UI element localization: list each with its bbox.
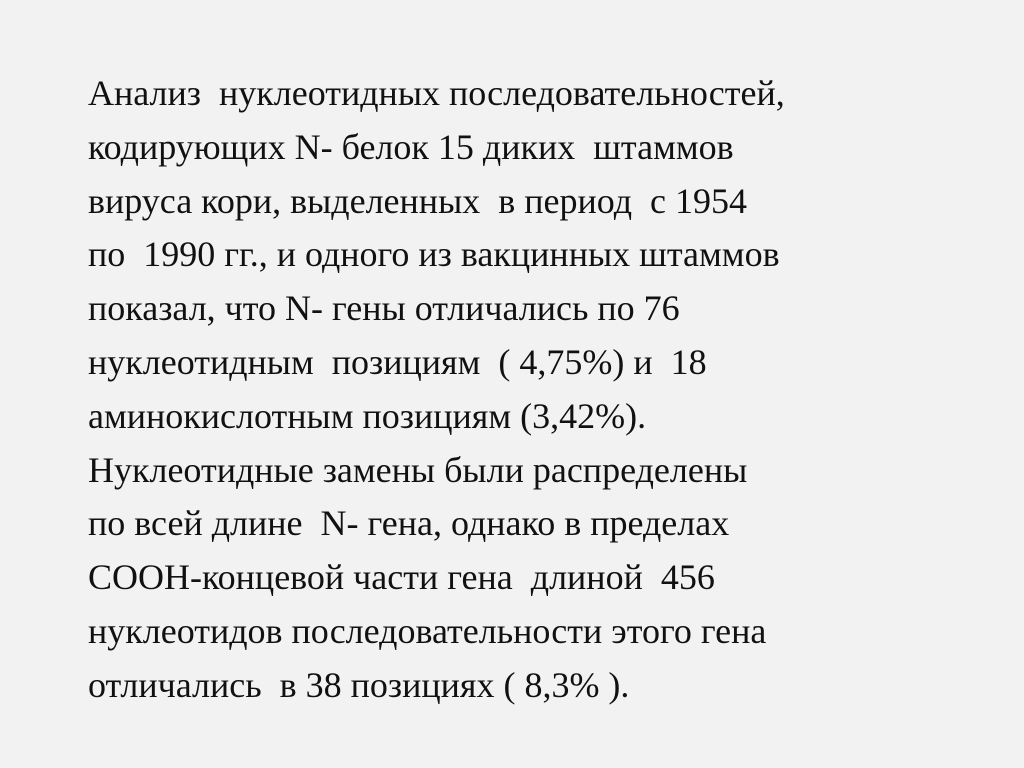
text-line-7: аминокислотным позициям (3,42%). <box>88 395 647 436</box>
text-line-8: Нуклеотидные замены были распределены <box>88 449 748 490</box>
text-line-10: COOH-концевой части гена длиной 456 <box>88 557 715 598</box>
text-line-6: нуклеотидным позициям ( 4,75%) и 18 <box>88 341 707 382</box>
slide-body-text <box>88 67 988 713</box>
text-line-11: нуклеотидов последовательности этого гена <box>88 610 767 651</box>
text-line-12: отличались в 38 позициях ( 8,3% ). <box>88 664 630 705</box>
text-line-2: кодирующих N- белок 15 диких штаммов <box>88 126 734 167</box>
text-line-9: по всей длине N- гена, однако в пределах <box>88 503 730 544</box>
text-line-1: Анализ нуклеотидных последовательностей, <box>88 73 785 113</box>
text-line-3: вируса кори, выделенных в период с 1954 <box>88 180 748 221</box>
text-line-4: по 1990 гг., и одного из вакцинных штаммов <box>88 234 780 275</box>
text-line-5: показал, что N- гены отличались по 76 <box>88 288 680 329</box>
